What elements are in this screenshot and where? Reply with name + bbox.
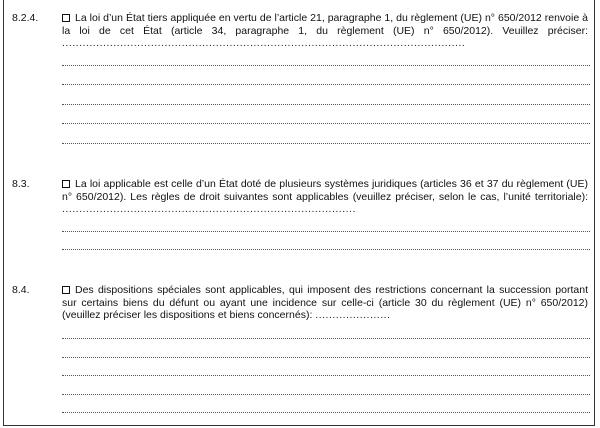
section-number: 8.4. (12, 284, 30, 296)
fill-in-line[interactable] (62, 143, 590, 144)
section-text (62, 12, 588, 50)
section-text-body: La loi applicable est celle d’un État doté de plusieurs systèmes juridiques (articles 36 et 37 du règlement (UE) n° 650/2012). Les règles de droit suivantes sont applicables (veuillez préciser, selon le cas, l’unité territoriale): (62, 178, 588, 203)
checkbox[interactable] (62, 14, 70, 22)
section-text-body: La loi d’un État tiers appliquée en vertu de l’article 21, paragraphe 1, du règlement (UE) n° 650/2012 renvoie à la loi de cet État (article 34, paragraphe 1, du règlement (UE) n° 650/2012). Veuillez préciser: (62, 12, 588, 37)
checkbox[interactable] (62, 180, 70, 188)
section-text (62, 178, 588, 216)
section-number: 8.3. (12, 178, 30, 190)
fill-in-dots[interactable]: ...................................................................................................................... (62, 37, 466, 49)
fill-in-dots[interactable]: ...................... (315, 309, 391, 321)
fill-in-line[interactable] (62, 375, 590, 376)
fill-in-line[interactable] (62, 394, 590, 395)
section-number: 8.2.4. (12, 12, 39, 24)
fill-in-line[interactable] (62, 231, 590, 232)
section-text (62, 284, 588, 322)
fill-in-line[interactable] (62, 357, 590, 358)
fill-in-line[interactable] (62, 84, 590, 85)
fill-in-line[interactable] (62, 249, 590, 250)
fill-in-line[interactable] (62, 104, 590, 105)
section-text-body: Des dispositions spéciales sont applicables, qui imposent des restrictions concernant la succession portant sur certains biens du défunt ou ayant une incidence sur celle-ci (article 30 du règlement (UE) n° 650/2012) (veuillez préciser les dispositions et biens concernés): (62, 284, 588, 321)
fill-in-dots[interactable]: ...................................................................................... (62, 203, 356, 215)
fill-in-line[interactable] (62, 65, 590, 66)
fill-in-line[interactable] (62, 123, 590, 124)
fill-in-line[interactable] (62, 338, 590, 339)
fill-in-line[interactable] (62, 412, 590, 413)
checkbox[interactable] (62, 286, 70, 294)
